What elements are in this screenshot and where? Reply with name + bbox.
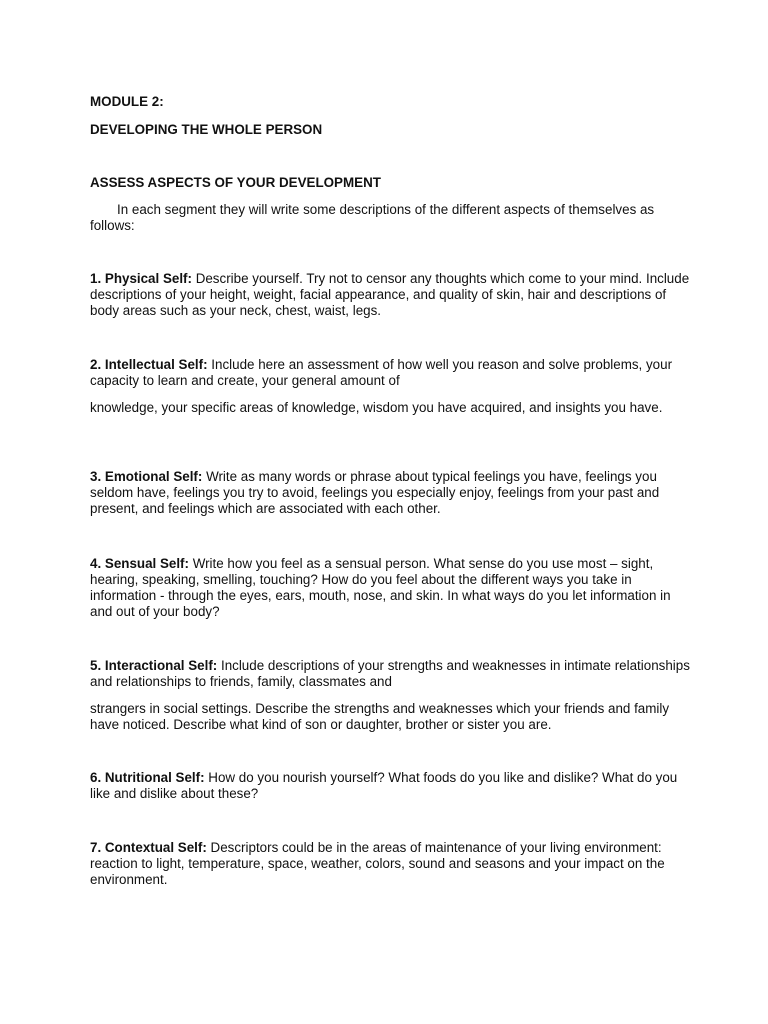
section-label: 2. Intellectual Self: xyxy=(90,357,208,372)
section-label: 1. Physical Self: xyxy=(90,271,192,286)
section-nutritional-self xyxy=(90,770,690,802)
module-title: DEVELOPING THE WHOLE PERSON xyxy=(90,122,323,137)
section-text: Include here an assessment of how well you reason and solve problems, your capacity to learn and create, your general amount of xyxy=(90,357,673,388)
section-label: 5. Interactional Self: xyxy=(90,658,218,673)
section-interactional-self xyxy=(90,658,690,690)
assess-intro: In each segment they will write some descriptions of the different aspects of themselves as follows: xyxy=(90,202,655,233)
section-intellectual-self-continuation: knowledge, your specific areas of knowledge, wisdom you have acquired, and insights you have. xyxy=(90,400,663,415)
section-label: 7. Contextual Self: xyxy=(90,840,207,855)
section-text: Write as many words or phrase about typical feelings you have, feelings you seldom have, feelings you try to avoid, feelings you especially enjoy, feelings from your past and present, and feelings which are associated with each other. xyxy=(90,469,660,516)
assess-heading: ASSESS ASPECTS OF YOUR DEVELOPMENT xyxy=(90,175,381,190)
section-interactional-self-continuation: strangers in social settings. Describe the strengths and weaknesses which your friends and family have noticed. Describe what kind of son or daughter, brother or sister you are. xyxy=(90,701,670,732)
section-sensual-self xyxy=(90,556,690,620)
section-physical-self xyxy=(90,271,690,319)
section-label: 6. Nutritional Self: xyxy=(90,770,205,785)
section-label: 4. Sensual Self: xyxy=(90,556,189,571)
section-contextual-self xyxy=(90,840,690,888)
section-text: How do you nourish yourself? What foods do you like and dislike? What do you like and dislike about these? xyxy=(90,770,678,801)
section-text: Descriptors could be in the areas of maintenance of your living environment: reaction to light, temperature, space, weather, colors, sound and seasons and your impact on the environment. xyxy=(90,840,665,887)
section-text: Include descriptions of your strengths and weaknesses in intimate relationships and relationships to friends, family, classmates and xyxy=(90,658,690,689)
section-emotional-self xyxy=(90,469,690,517)
section-label: 3. Emotional Self: xyxy=(90,469,203,484)
module-number: MODULE 2: xyxy=(90,94,164,109)
section-text: Write how you feel as a sensual person. What sense do you use most – sight, hearing, speaking, smelling, touching? How do you feel about the different ways you take in information - through the eyes, ears, mouth, nose, and skin. In what ways do you let information in and out of your body? xyxy=(90,556,671,619)
section-intellectual-self xyxy=(90,357,690,389)
section-text: Describe yourself. Try not to censor any thoughts which come to your mind. Include descriptions of your height, weight, facial appearance, and quality of skin, hair and descriptions of body areas such as your neck, chest, waist, legs. xyxy=(90,271,690,318)
